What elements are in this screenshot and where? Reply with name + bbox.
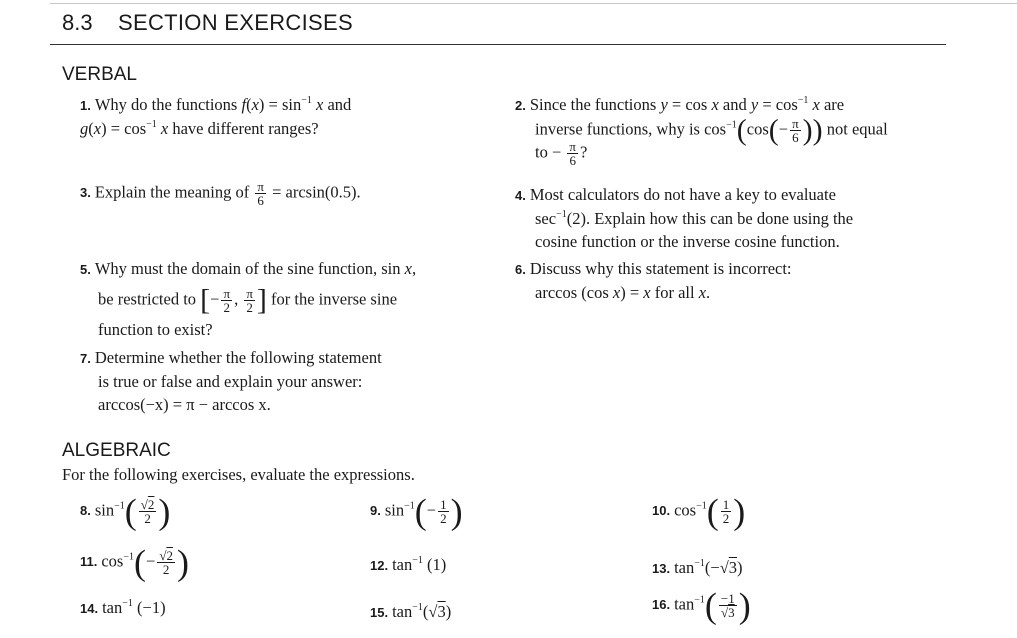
exercise-text: arccos(−x) = π − arccos x. [98, 395, 271, 414]
exercise-text: Why must the domain of the sine function, sin [94, 259, 405, 278]
exercise-6: 6. Discuss why this statement is incorrect: arccos (cos x) = x for all x. [515, 259, 792, 302]
verbal-heading: VERBAL [62, 64, 137, 85]
exercise-number: 2. [515, 98, 526, 113]
exercise-text: Explain the meaning of [94, 182, 254, 202]
section-title: SECTION EXERCISES [118, 10, 353, 35]
problem-function: tan [102, 598, 123, 617]
exercise-number: 1. [80, 98, 91, 113]
exercise-4: 4. Most calculators do not have a key to evaluate $\sec^{-1}(2)$. Explain how this can be done using the cosine function or the inverse cosine function. [515, 185, 854, 251]
problem-number: 15. [370, 605, 389, 620]
problem-function: sin [94, 500, 115, 520]
exercise-2: 2. Since the functions y = cos x and $y = \cos^{-1} x$ are inverse functions, why is $\cos^{-1}(\cos(-$ $\frac{\pi}{6}$ )) not equal to − $\frac{\pi}{6}$ ? [515, 95, 888, 168]
exercise-text: to [535, 142, 552, 162]
problem-14: 14. $\tan^{-1} (-1)$ [80, 598, 166, 617]
exercise-text: Discuss why this statement is incorrect: [529, 259, 792, 278]
exercise-number: 3. [80, 185, 91, 201]
problem-number: 12. [370, 558, 389, 573]
section-number: 8.3 [62, 10, 93, 35]
problem-12: 12. $\tan^{-1} (1)$ [370, 555, 447, 574]
exercise-text: inverse functions, why is [535, 119, 705, 139]
exercise-number: 6. [515, 262, 526, 277]
problem-number: 13. [652, 561, 671, 576]
problem-9: 9. $\sin^{-1}(-$ $\frac{1}{2}$ ) [370, 491, 463, 532]
exercise-3: 3. Explain the meaning of $\frac{\pi}{6}$ = arcsin(0.5). [80, 179, 361, 208]
problem-argument: (1) [427, 555, 447, 574]
problem-number: 11. [80, 554, 98, 570]
problem-function: cos [101, 551, 124, 571]
exercise-text: Most calculators do not have a key to evaluate [529, 185, 836, 204]
exercise-text: (2). Explain how this can be done using the [566, 209, 854, 228]
section-rule [50, 44, 946, 45]
exercise-text: for the inverse sine [266, 289, 398, 309]
problem-argument: (−1) [137, 598, 166, 617]
exercise-text: is true or false and explain your answer: [98, 372, 363, 391]
problem-13: 13. $\tan^{-1}(-√3)$ [652, 558, 743, 577]
problem-function: tan [392, 555, 413, 574]
exercise-text: be restricted to [98, 289, 201, 309]
problem-number: 10. [652, 503, 671, 519]
exercise-7 [80, 346, 382, 416]
problem-16: 16. $\tan^{-1}$( $\frac{-1}{√3}$ ) [652, 585, 751, 626]
problem-number: 9. [370, 503, 381, 519]
problem-function: tan [674, 594, 695, 614]
problem-10: 10. $\cos^{-1}$( $\frac{1}{2}$ ) [652, 491, 746, 532]
problem-function: tan [392, 602, 413, 621]
exercise-text: cosine function or the inverse cosine function. [535, 232, 840, 251]
exercise-text: Determine whether the following statement [94, 348, 382, 367]
problem-function: cos [674, 500, 697, 520]
problem-number: 14. [80, 601, 99, 616]
problem-function: sin [384, 500, 405, 520]
exercise-text: are [819, 95, 845, 114]
exercise-text: Why do the functions [94, 95, 242, 114]
exercise-5: 5. Why must the domain of the sine function, sin x, be restricted to [− $\frac{\pi}{2}$ , $\frac{\pi}{2}$ ] for the inverse sine function to exist? [80, 259, 417, 339]
top-rule [50, 3, 1017, 4]
exercise-text: for all [650, 283, 699, 302]
problem-8: 8. $\sin^{-1}$( $\frac{√2}{2}$ ) [80, 491, 171, 532]
problem-number: 8. [80, 503, 91, 519]
exercise-number: 5. [80, 262, 91, 277]
exercise-text: not equal [822, 119, 888, 139]
algebraic-instructions: For the following exercises, evaluate the expressions. [62, 465, 415, 484]
exercise-text: have different ranges? [168, 119, 319, 138]
exercise-text: Since the functions [529, 95, 661, 114]
problem-number: 16. [652, 597, 671, 613]
exercise-text: and [323, 95, 352, 114]
problem-15: 15. $\tan^{-1}(√3)$ [370, 602, 452, 621]
problem-11: 11. $\cos^{-1}(-$ $\frac{√2}{2}$ ) [80, 542, 189, 583]
exercise-text: function to exist? [98, 320, 213, 339]
exercise-1: 1. Why do the functions $f(x) = \sin^{-1} x$ and $g(x) = \cos^{-1} x$ have different ranges? [80, 95, 352, 138]
problem-function: tan [674, 558, 695, 577]
exercise-number: 4. [515, 188, 526, 203]
exercise-number: 7. [80, 351, 91, 366]
exercise-text: ) = [620, 283, 644, 302]
exercise-text: and [718, 95, 751, 114]
algebraic-heading: ALGEBRAIC [62, 440, 171, 461]
exercise-text: arccos (cos [535, 283, 613, 302]
